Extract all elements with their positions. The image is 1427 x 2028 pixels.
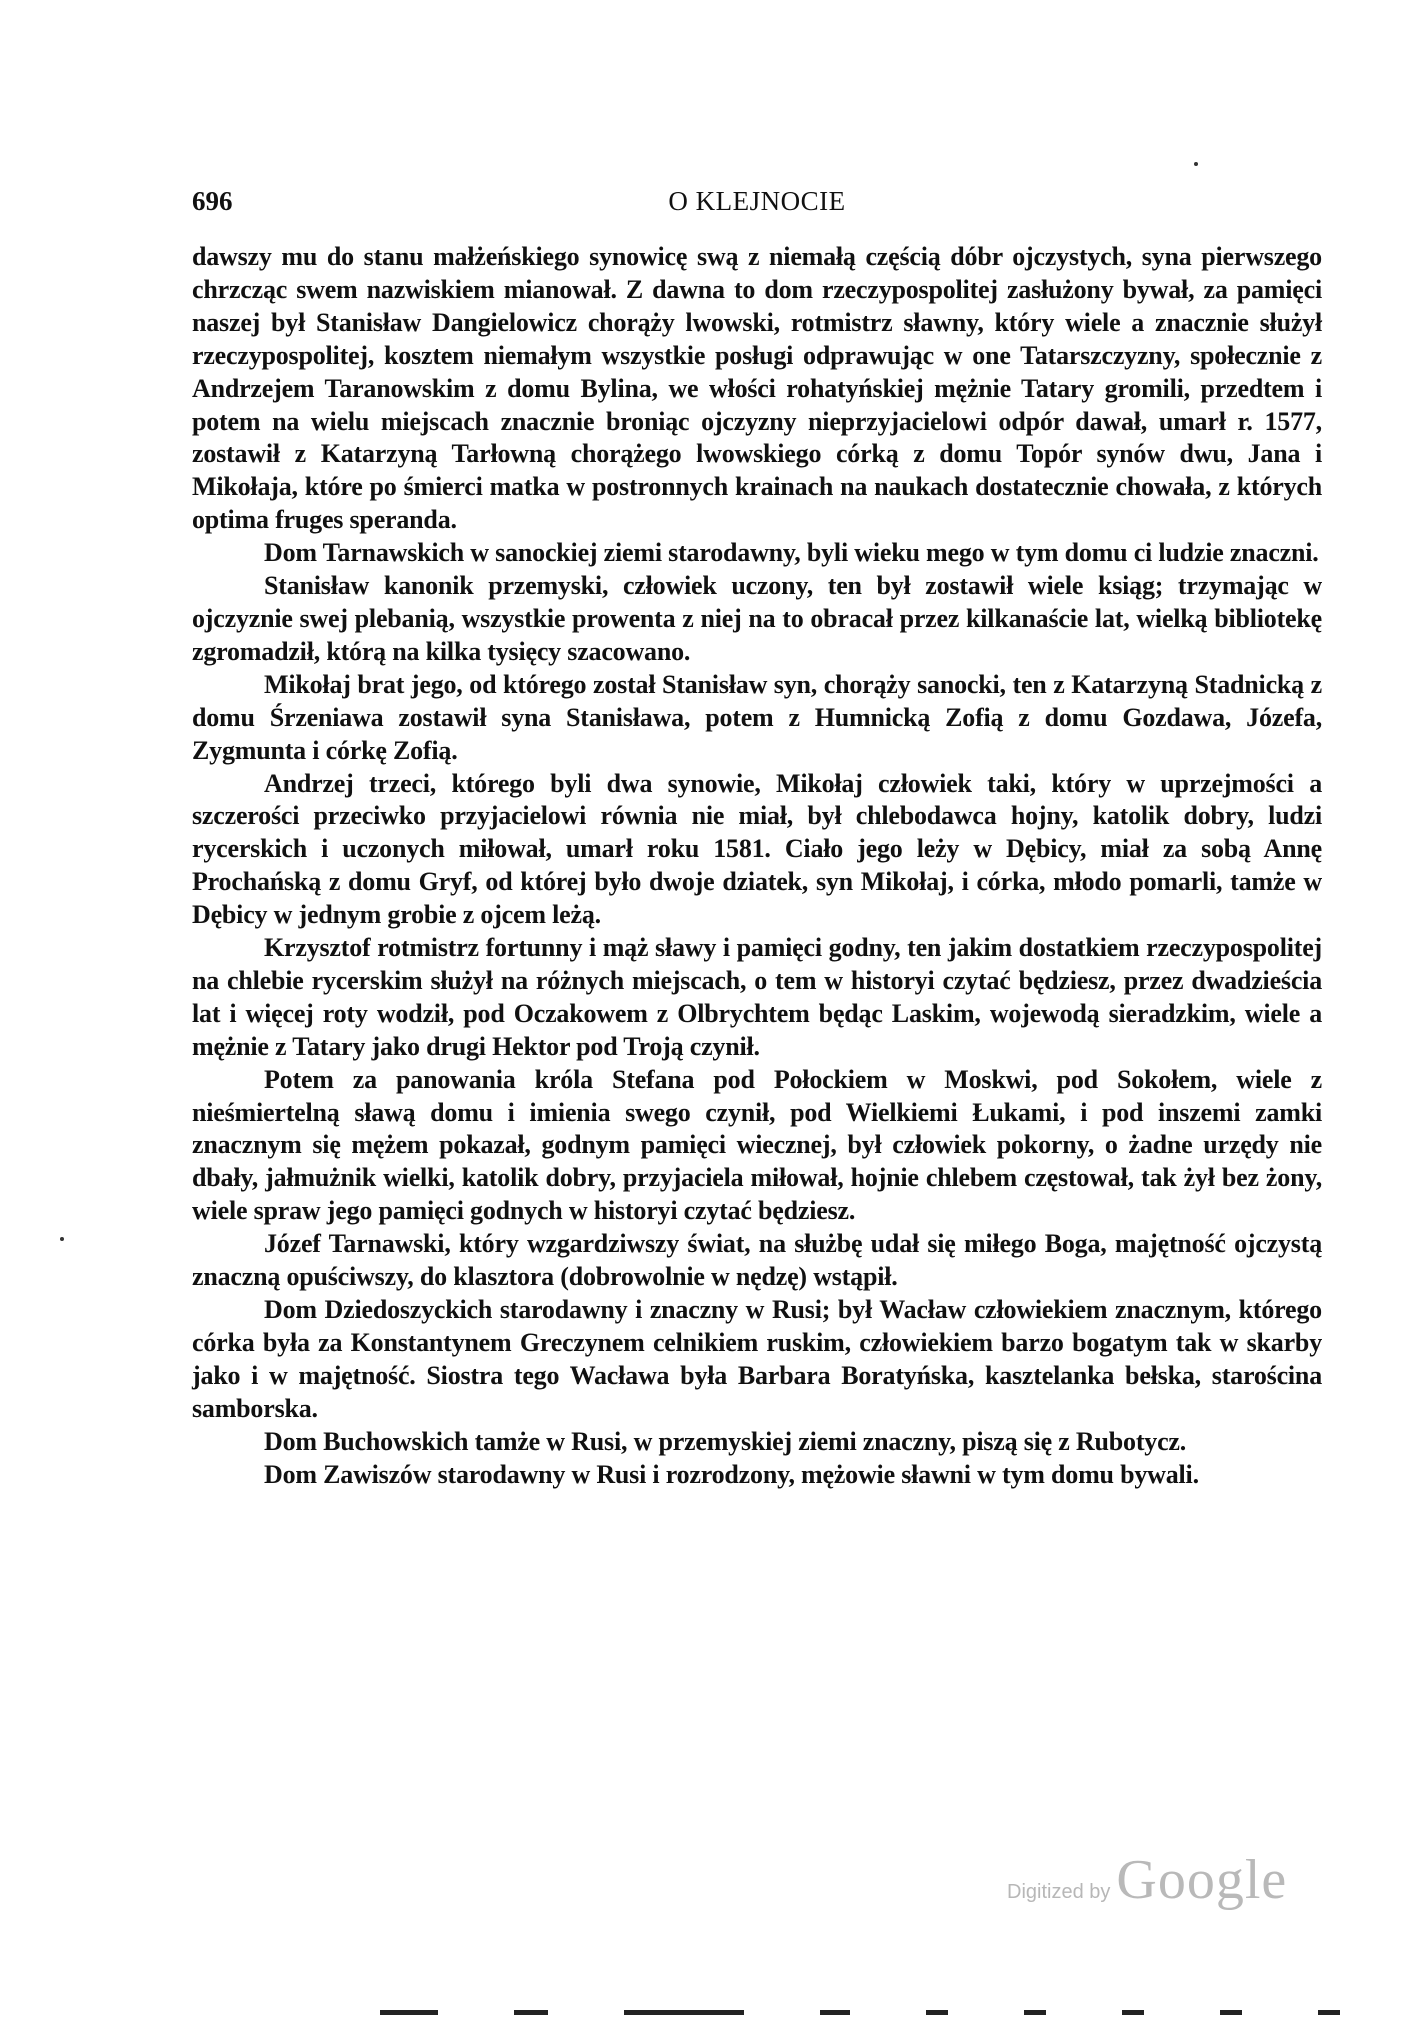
page-number: 696 [192, 186, 233, 216]
digitized-by-text: Digitized by [1007, 1881, 1111, 1903]
scan-mark [1024, 2010, 1046, 2015]
page-header [192, 186, 1322, 226]
scan-mark [624, 2010, 744, 2015]
scan-speck [60, 1237, 64, 1241]
scan-mark [1318, 2010, 1340, 2015]
paragraph-jozef: Józef Tarnawski, który wzgardziwszy świat, na służbę udał się miłego Boga, majętność ojczystą znaczną opuściwszy, do klasztora (dobrowolnie w nędzę) wstąpił. [192, 1229, 1322, 1292]
scan-mark [926, 2010, 948, 2015]
scan-mark [514, 2010, 548, 2015]
digitized-by-watermark [1007, 1848, 1288, 1911]
scan-mark [1122, 2010, 1144, 2015]
running-title: O KLEJNOCIE [668, 186, 846, 216]
scan-mark [380, 2010, 438, 2015]
paragraph-king-stefan: Potem za panowania króla Stefana pod Połockiem w Moskwi, pod Sokołem, wiele z nieśmiertelną sławą domu i imienia swego czynił, pod Wielkiemi Łukami, i pod inszemi zamki znacznym się mężem pokazał, godnym pamięci wiecznej, był człowiek pokorny, o żadne urzędy nie dbały, jałmużnik wielki, katolik dobry, przyjaciela miłował, hojnie chlebem częstował, tak żył bez żony, wiele spraw jego pamięci godnych w historyi czytać będziesz. [192, 1064, 1322, 1226]
paragraph-stanislaw-canon: Stanisław kanonik przemyski, człowiek uczony, ten był zostawił wiele ksiąg; trzymając w ojczyznie swej plebanią, wszystkie prowenta z niej na to obracał przez kilkanaście lat, wielką bibliotekę zgromadził, którą na kilka tysięcy szacowano. [192, 571, 1322, 666]
paragraph-mikolaj: Mikołaj brat jego, od którego został Stanisław syn, chorąży sanocki, ten z Katarzyną Stadnicką z domu Śrzeniawa zostawił syna Stanisława, potem z Humnicką Zofią z domu Gozdawa, Józefa, Zygmunta i córkę Zofią. [192, 669, 1322, 765]
body-text [192, 241, 1322, 1491]
scan-speck [1194, 162, 1198, 166]
paragraph-buchowski-house: Dom Buchowskich tamże w Rusi, w przemyskiej ziemi znaczny, piszą się z Rubotycz. [264, 1426, 1187, 1456]
scan-mark [820, 2010, 850, 2015]
paragraph-krzysztof: Krzysztof rotmistrz fortunny i mąż sławy i pamięci godny, ten jakim dostatkiem rzeczypospolitej na chlebie rycerskim służył na różnych miejscach, o tem w historyi czytać będziesz, przez dwadzieścia lat i więcej roty wodził, pod Oczakowem z Olbrychtem będąc Laskim, wojewodą sieradzkim, wiele a mężnie z Tatary jako drugi Hektor pod Troją czynił. [192, 933, 1322, 1061]
paragraph-andrzej: Andrzej trzeci, którego byli dwa synowie, Mikołaj człowiek taki, który w uprzejmości a szczerości przeciwko przyjacielowi równia nie miał, był chlebodawca hojny, katolik dobry, ludzi rycerskich i uczonych miłował, umarł roku 1581. Ciało jego leży w Dębicy, miał za sobą Annę Prochańską z domu Gryf, od której było dwoje dziatek, syn Mikołaj, i córka, młodo pomarli, tamże w Dębicy w jednym grobie z ojcem leżą. [192, 768, 1322, 930]
paragraph-tarnawski-house: Dom Tarnawskich w sanockiej ziemi starodawny, byli wieku mego w tym domu ci ludzie znaczni. [264, 538, 1319, 568]
paragraph-dziedoszycki-house: Dom Dziedoszyckich starodawny i znaczny w Rusi; był Wacław człowiekiem znacznym, którego córka była za Konstantynem Greczynem celnikiem ruskim, człowiekiem barzo bogatym tak w skarby jako i w majętność. Siostra tego Wacława była Barbara Boratyńska, kasztelanka bełska, starościna samborska. [192, 1295, 1322, 1423]
paragraph-zawisza-house: Dom Zawiszów starodawny w Rusi i rozrodzony, mężowie sławni w tym domu bywali. [264, 1459, 1199, 1489]
scan-mark [1220, 2010, 1242, 2015]
scan-edge-artifacts [380, 2010, 1340, 2016]
paragraph-continued: dawszy mu do stanu małżeńskiego synowicę swą z niemałą częścią dóbr ojczystych, syna pierwszego chrzcząc swem nazwiskiem mianował. Z dawna to dom rzeczypospolitej zasłużony bywał, za pamięci naszej był Stanisław Dangielowicz chorąży lwowski, rotmistrz sławny, który wiele a znacznie służył rzeczypospolitej, kosztem niemałym wszystkie posługi odprawując w one Tatarszczyzny, społecznie z Andrzejem Taranowskim z domu Bylina, we włości rohatyńskiej mężnie Tatary gromili, przedtem i potem na wielu miejscach znacznie broniąc ojczyzny nieprzyjacielowi odpór dawał, umarł r. 1577, zostawił z Katarzyną Tarłowną chorążego lwowskiego córką z domu Topór synów dwu, Jana i Mikołaja, które po śmierci matka w postronnych krainach na naukach dostatecznie chowała, z których optima fruges speranda. [192, 242, 1322, 535]
google-logo: Google [1116, 1849, 1288, 1911]
